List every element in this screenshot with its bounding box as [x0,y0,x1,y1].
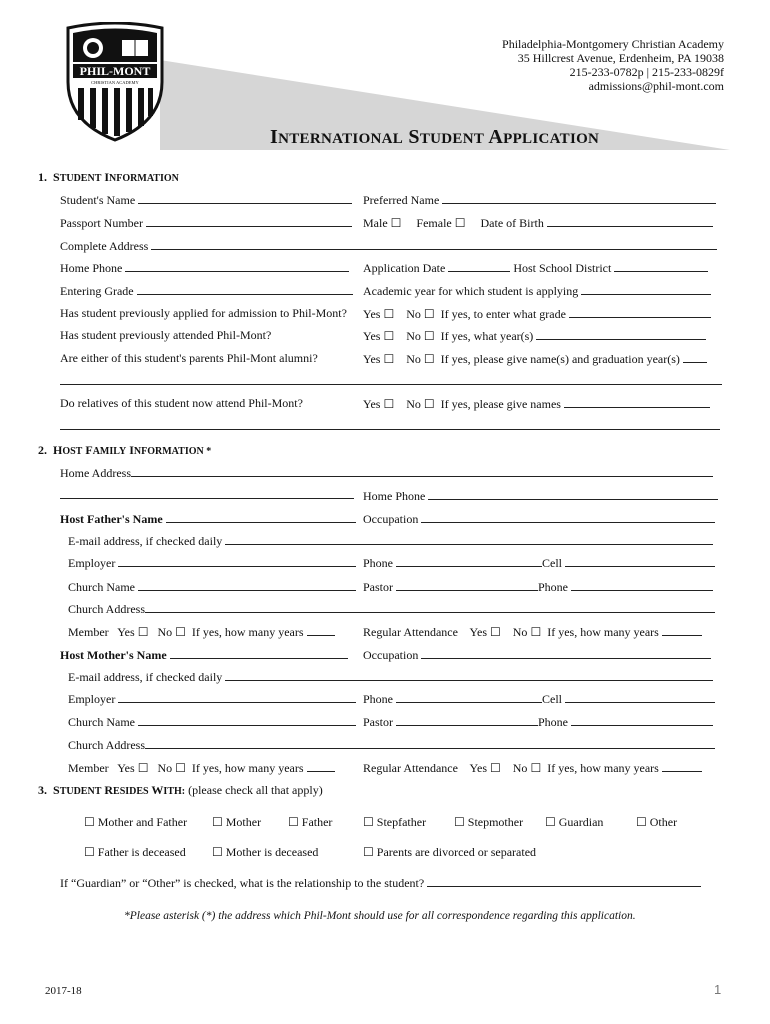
host-school-district-field[interactable] [614,260,708,272]
host-mother-name-field[interactable] [170,647,348,659]
host-mother-name-row: Host Mother's Name [60,647,348,662]
applied-question: Has student previously applied for admission to Phil-Mont? [60,306,347,320]
mother-church-address-field[interactable] [145,737,715,749]
mother-church-row: Church Name [68,714,356,729]
mother-attendance-years-field[interactable] [662,760,702,772]
applied-no-checkbox[interactable]: ☐ [423,307,435,321]
section-1-heading: 1. STUDENT INFORMATION [38,170,179,184]
home-phone-field[interactable] [125,260,349,272]
alumni-yes-checkbox[interactable]: ☐ [383,352,395,366]
host-home-address-line2-field[interactable] [60,487,354,499]
page-title: INTERNATIONAL STUDENT APPLICATION [270,126,600,148]
svg-text:CHRISTIAN ACADEMY: CHRISTIAN ACADEMY [91,80,139,85]
entering-grade-field[interactable] [137,283,353,295]
page-number: 1 [714,982,722,997]
entering-grade-row: Entering Grade [60,283,353,298]
father-employer-row: Employer [68,555,356,570]
form-year: 2017-18 [45,985,82,997]
father-occupation-field[interactable] [421,511,715,523]
mother-attendance-yes-checkbox[interactable]: ☐ [490,761,501,775]
students-name-row: Student's Name [60,192,352,207]
relatives-question: Do relatives of this student now attend Phil-Mont? [60,396,303,410]
mother-member-no-checkbox[interactable]: ☐ [175,761,186,775]
students-name-field[interactable] [138,192,352,204]
mother-phone-row: Phone Cell [363,691,715,706]
mother-employer-field[interactable] [118,691,356,703]
father-email-row: E-mail address, if checked daily [68,533,713,548]
alumni-names-continuation-field[interactable] [60,373,722,385]
academic-year-field[interactable] [581,283,711,295]
father-phone-row: Phone Cell [363,555,715,570]
option-parents-divorced[interactable]: ☐ Parents are divorced or separated [363,845,537,859]
option-guardian[interactable]: ☐ Guardian [545,815,604,829]
passport-number-field[interactable] [146,215,352,227]
mother-member-yes-checkbox[interactable]: ☐ [137,761,149,775]
host-home-phone-row: Home Phone [363,488,718,503]
father-attendance-row: Regular Attendance Yes ☐ No ☐ If yes, how many years [363,624,702,639]
option-stepmother[interactable]: ☐ Stepmother [454,815,524,829]
option-father[interactable]: ☐ Father [288,815,333,829]
father-member-no-checkbox[interactable]: ☐ [175,625,186,639]
relationship-field[interactable] [427,875,701,887]
school-address: 35 Hillcrest Avenue, Erdenheim, PA 19038 [517,51,724,65]
father-member-row: Member Yes ☐ No ☐ If yes, how many years [68,624,335,639]
mother-cell-field[interactable] [565,691,715,703]
father-attendance-no-checkbox[interactable]: ☐ [530,625,542,639]
section-3-heading: 3. STUDENT RESIDES WITH: (please check all that apply) [38,783,323,797]
passport-row: Passport Number [60,215,352,230]
father-church-row: Church Name [68,579,356,594]
father-attendance-yes-checkbox[interactable]: ☐ [490,625,501,639]
mother-member-years-field[interactable] [307,760,335,772]
male-checkbox[interactable]: ☐ [390,216,402,230]
attended-answer-row: Yes ☐ No ☐ If yes, what year(s) [363,328,706,343]
mother-email-row: E-mail address, if checked daily [68,669,713,684]
applied-answer-row: Yes ☐ No ☐ If yes, to enter what grade [363,306,711,321]
school-name: Philadelphia-Montgomery Christian Academy [502,37,724,51]
father-church-address-field[interactable] [145,601,715,613]
host-home-phone-field[interactable] [428,488,718,500]
alumni-names-field[interactable] [683,351,707,363]
school-phones: 215-233-0782p | 215-233-0829f [569,65,724,79]
complete-address-row: Complete Address [60,238,717,253]
option-father-deceased[interactable]: ☐ Father is deceased [84,845,186,859]
mother-employer-row: Employer [68,691,356,706]
option-mother-and-father[interactable]: ☐ Mother and Father [84,815,188,829]
mother-attendance-no-checkbox[interactable]: ☐ [530,761,542,775]
preferred-name-field[interactable] [442,192,716,204]
mother-church-phone-field[interactable] [571,714,713,726]
father-employer-field[interactable] [118,555,356,567]
home-address-row: Home Address [60,465,713,480]
female-checkbox[interactable]: ☐ [454,216,466,230]
father-church-address-row: Church Address [68,601,715,616]
applied-grade-field[interactable] [569,306,711,318]
academic-year-row: Academic year for which student is applying [363,283,711,298]
attended-question: Has student previously attended Phil-Mont? [60,328,272,342]
attended-no-checkbox[interactable]: ☐ [423,329,435,343]
preferred-name-row: Preferred Name [363,192,716,207]
option-stepfather[interactable]: ☐ Stepfather [363,815,427,829]
mother-pastor-field[interactable] [396,714,538,726]
attended-yes-checkbox[interactable]: ☐ [383,329,395,343]
correspondence-note: *Please asterisk (*) the address which Phil-Mont should use for all correspondence regarding this application. [124,910,636,922]
mother-occupation-field[interactable] [421,647,711,659]
alumni-answer-row: Yes ☐ No ☐ If yes, please give name(s) and graduation year(s) [363,351,707,366]
home-phone-row: Home Phone [60,260,349,275]
mother-pastor-row: Pastor Phone [363,714,713,729]
father-church-phone-field[interactable] [571,579,713,591]
mother-church-address-row: Church Address [68,737,715,752]
relatives-yes-checkbox[interactable]: ☐ [383,397,395,411]
attended-years-field[interactable] [536,328,706,340]
relatives-names-field[interactable] [564,396,710,408]
alumni-question: Are either of this student's parents Phil-Mont alumni? [60,351,318,365]
mother-attendance-row: Regular Attendance Yes ☐ No ☐ If yes, how many years [363,760,702,775]
school-crest-logo [60,22,170,142]
svg-text:PHIL-MONT: PHIL-MONT [79,64,151,78]
host-home-address-field[interactable] [131,465,713,477]
option-mother[interactable]: ☐ Mother [212,815,262,829]
relatives-answer-row: Yes ☐ No ☐ If yes, please give names [363,396,710,411]
option-mother-deceased[interactable]: ☐ Mother is deceased [212,845,319,859]
host-father-name-row: Host Father's Name [60,511,356,526]
relatives-no-checkbox[interactable]: ☐ [423,397,435,411]
school-email: admissions@phil-mont.com [588,79,724,93]
father-pastor-row: Pastor Phone [363,579,713,594]
alumni-no-checkbox[interactable]: ☐ [423,352,435,366]
father-occupation-row: Occupation [363,511,715,526]
gender-row: Male ☐ Female ☐ Date of Birth [363,215,713,230]
section-2-heading: 2. HOST FAMILY INFORMATION * [38,443,212,457]
mother-church-name-field[interactable] [138,714,356,726]
father-member-years-field[interactable] [307,624,335,636]
mother-member-row: Member Yes ☐ No ☐ If yes, how many years [68,760,335,775]
mother-occupation-row: Occupation [363,647,711,662]
option-other[interactable]: ☐ Other [636,815,678,829]
father-phone-field[interactable] [396,555,542,567]
host-father-name-field[interactable] [166,511,356,523]
mother-email-field[interactable] [225,669,713,681]
date-of-birth-field[interactable] [547,215,713,227]
applied-yes-checkbox[interactable]: ☐ [383,307,395,321]
relationship-row: If “Guardian” or “Other” is checked, what is the relationship to the student? [60,875,701,890]
father-pastor-field[interactable] [396,579,538,591]
application-date-row: Application Date Host School District [363,260,708,275]
relatives-names-continuation-field[interactable] [60,418,720,430]
mother-phone-field[interactable] [396,691,542,703]
father-email-field[interactable] [225,533,713,545]
father-church-name-field[interactable] [138,579,356,591]
father-member-yes-checkbox[interactable]: ☐ [137,625,149,639]
father-cell-field[interactable] [565,555,715,567]
application-date-field[interactable] [448,260,510,272]
complete-address-field[interactable] [151,238,717,250]
father-attendance-years-field[interactable] [662,624,702,636]
